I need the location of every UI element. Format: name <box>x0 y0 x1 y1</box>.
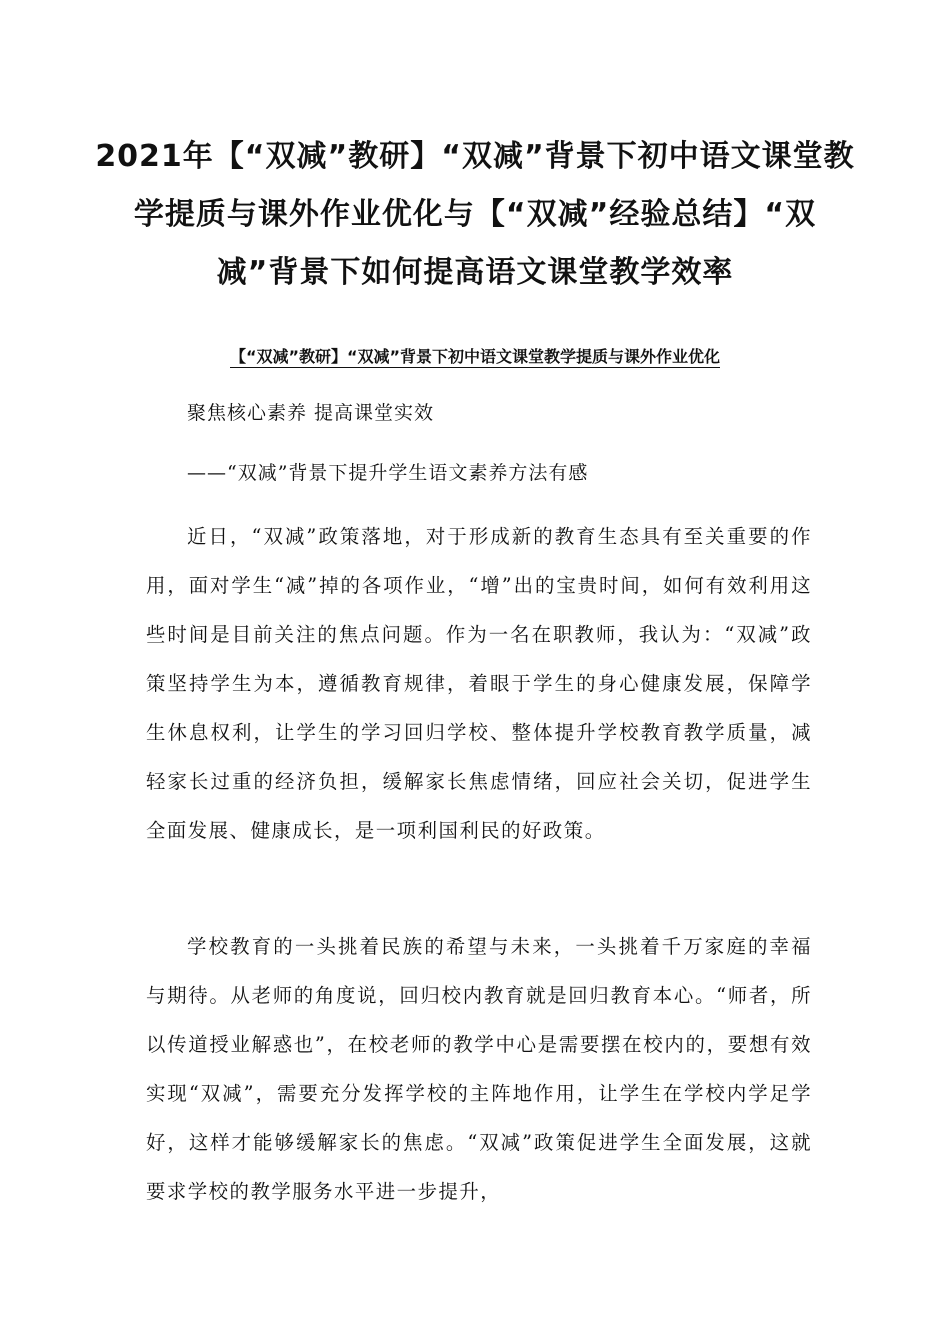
body-paragraph-2: 学校教育的一头挑着民族的希望与未来，一头挑着千万家庭的幸福与期待。从老师的角度说，回归校内教育就是回归教育本心。“师者，所以传道授业解惑也”，在校老师的教学中心是需要摆在校内的，要想有效实现“双减”，需要充分发挥学校的主阵地作用，让学生在学校内学足学好，这样才能够缓解家长的焦虑。“双减”政策促进学生全面发展，这就要求学校的教学服务水平进一步提升， <box>146 935 812 1203</box>
section-heading <box>150 344 800 370</box>
section-heading-text: 【“双减”教研】“双减”背景下初中语文课堂教学提质与课外作业优化 <box>229 347 721 366</box>
article-subtitle: 聚焦核心素养 提高课堂实效 <box>187 402 435 424</box>
document-title: 2021年【“双减”教研】“双减”背景下初中语文课堂教学提质与课外作业优化与【“双减”经验总结】“双减”背景下如何提高语文课堂教学效率 <box>95 139 855 290</box>
article-subtitle-secondary: ——“双减”背景下提升学生语文素养方法有感 <box>187 462 589 484</box>
body-paragraph-1: 近日，“双减”政策落地，对于形成新的教育生态具有至关重要的作用，面对学生“减”掉的各项作业，“增”出的宝贵时间，如何有效利用这些时间是目前关注的焦点问题。作为一名在职教师，我认为：“双减”政策坚持学生为本，遵循教育规律，着眼于学生的身心健康发展，保障学生休息权利，让学生的学习回归学校、整体提升学校教育教学质量，减轻家长过重的经济负担，缓解家长焦虑情绪，回应社会关切，促进学生全面发展、健康成长，是一项利国利民的好政策。 <box>146 525 812 842</box>
